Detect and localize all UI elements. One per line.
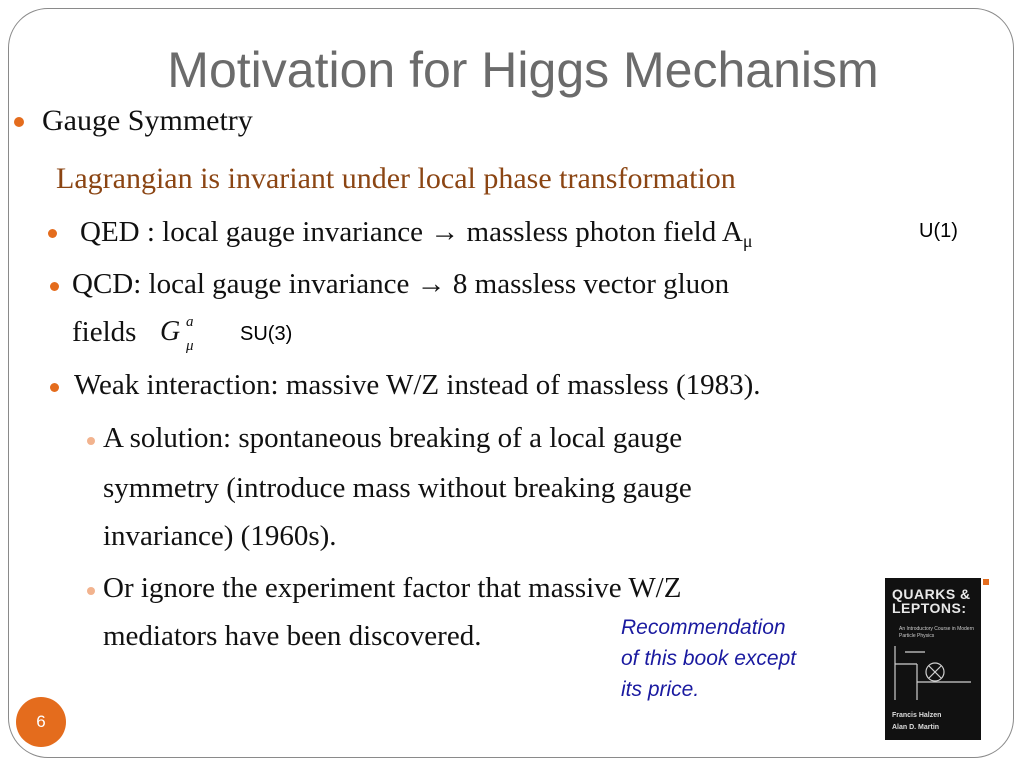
note-line-1: Recommendation <box>621 616 786 639</box>
feynman-diagram-icon <box>891 642 975 704</box>
slide-title: Motivation for Higgs Mechanism <box>167 42 879 98</box>
bullet-dot <box>50 282 59 291</box>
bullet-dot <box>87 437 95 445</box>
book-authors <box>892 710 941 734</box>
qcd-superscript: a <box>186 314 194 330</box>
qcd-fields-text: fields <box>72 316 137 348</box>
bullet-dot <box>50 383 59 392</box>
bullet-dot <box>14 117 24 127</box>
page-number-badge: 6 <box>16 697 66 747</box>
note-line-3: its price. <box>621 678 700 701</box>
book-subtitle: An Introductory Course in Modern Particle Physics <box>899 626 975 639</box>
qed-text: QED : local gauge invariance → massless photon field A <box>80 216 743 248</box>
qed-group-label: U(1) <box>919 220 958 242</box>
qcd-subscript: μ <box>186 338 194 354</box>
bullet-qed <box>80 216 753 252</box>
qcd-symbol: G <box>160 316 181 347</box>
bullet-solution-line2: symmetry (introduce mass without breaking gauge <box>103 472 692 504</box>
corner-marker <box>983 579 989 585</box>
book-recommendation-note <box>621 612 796 705</box>
book-author-2: Alan D. Martin <box>892 724 940 731</box>
bullet-dot <box>87 587 95 595</box>
book-author-1: Francis Halzen <box>892 712 942 719</box>
note-line-2: of this book except <box>621 647 797 670</box>
bullet-solution-line1: A solution: spontaneous breaking of a local gauge <box>103 422 683 454</box>
bullet-qcd-line1: QCD: local gauge invariance → 8 massless vector gluon <box>72 268 730 300</box>
qcd-group-label: SU(3) <box>240 323 293 345</box>
bullet-ignore-line2: mediators have been discovered. <box>103 620 482 652</box>
qed-subscript: μ <box>742 231 753 252</box>
book-title <box>892 587 976 615</box>
book-title-line-2: LEPTONS: <box>892 600 967 616</box>
bullet-solution-line3: invariance) (1960s). <box>103 520 337 552</box>
lagrangian-statement: Lagrangian is invariant under local phase transformation <box>56 162 736 195</box>
bullet-gauge-symmetry: Gauge Symmetry <box>42 104 253 137</box>
bullet-dot <box>48 229 57 238</box>
bullet-weak-interaction: Weak interaction: massive W/Z instead of massless (1983). <box>74 369 761 401</box>
bullet-ignore-line1: Or ignore the experiment factor that massive W/Z <box>103 572 682 604</box>
book-title-line-1: QUARKS & <box>892 586 971 602</box>
bullet-qcd-line2 <box>72 316 136 349</box>
book-cover-image <box>885 578 981 740</box>
qcd-gluon-symbol <box>160 316 180 348</box>
